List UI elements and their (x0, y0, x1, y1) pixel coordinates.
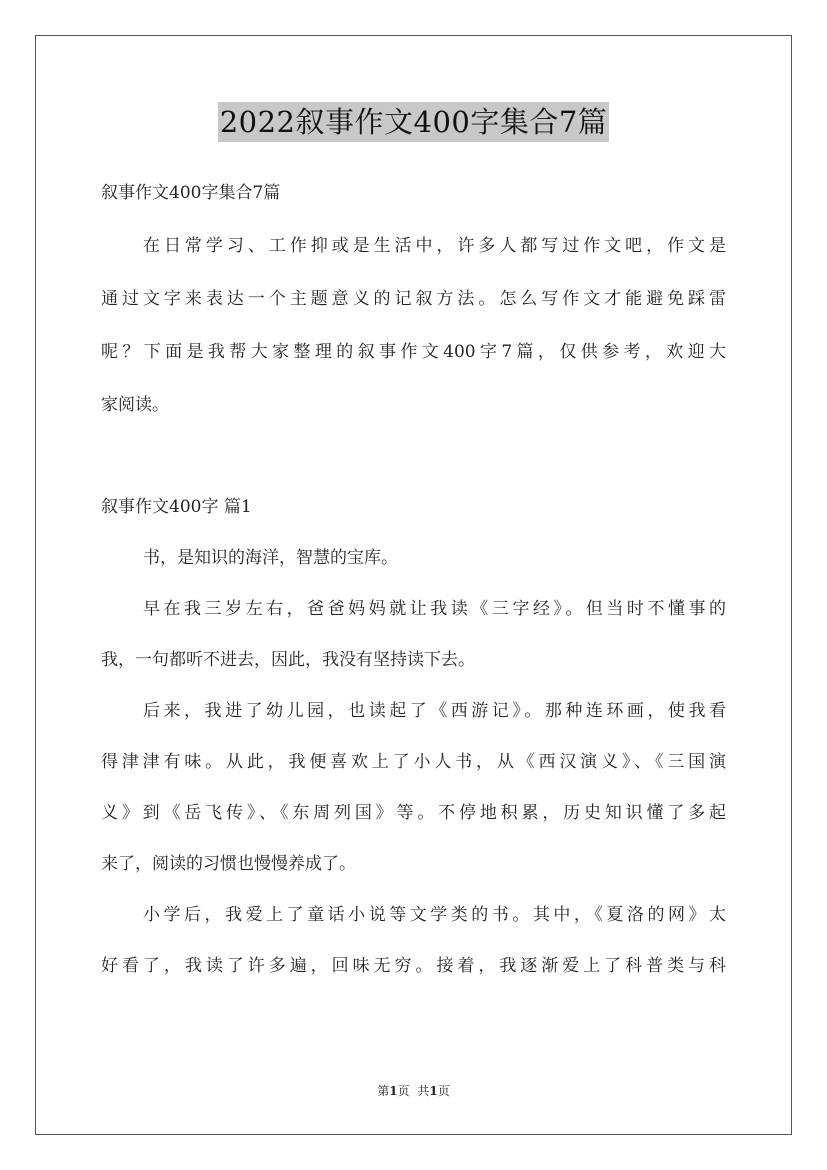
page-total-prefix: 共 (417, 1084, 430, 1098)
paragraph-line: 书，是知识的海洋，智慧的宝库。 (143, 548, 398, 568)
document-subtitle: 叙事作文400字集合7篇 (101, 183, 281, 203)
paragraph-line: 来了，阅读的习惯也慢慢养成了。 (101, 854, 356, 874)
title-container (0, 102, 827, 142)
page-total-suffix: 页 (437, 1084, 450, 1098)
page-number-suffix: 页 (397, 1084, 410, 1098)
paragraph-line: 我，一句都听不进去，因此，我没有坚持读下去。 (101, 650, 475, 670)
paragraph-line: 小学后，我爱上了童话小说等文学类的书。其中，《夏洛的网》太 (143, 905, 726, 925)
section-heading: 叙事作文400字 篇1 (101, 497, 252, 517)
paragraph-line: 义》到《岳飞传》、《东周列国》等。不停地积累，历史知识懂了多起 (101, 803, 726, 823)
paragraph-line: 后来，我进了幼儿园，也读起了《西游记》。那种连环画，使我看 (143, 701, 726, 721)
document-title: 2022叙事作文400字集合7篇 (218, 102, 610, 142)
paragraph-line: 好看了，我读了许多遍，回味无穷。接着，我逐渐爱上了科普类与科 (101, 956, 726, 976)
intro-line: 在日常学习、工作抑或是生活中，许多人都写过作文吧，作文是 (143, 236, 726, 256)
page-total: 1 (429, 1084, 438, 1098)
intro-line: 呢？下面是我帮大家整理的叙事作文400字7篇，仅供参考，欢迎大 (101, 342, 726, 362)
intro-line: 通过文字来表达一个主题意义的记叙方法。怎么写作文才能避免踩雷 (101, 289, 726, 309)
page-footer (0, 1083, 827, 1099)
intro-line: 家阅读。 (101, 395, 169, 415)
page-number: 1 (389, 1084, 398, 1098)
paragraph-line: 早在我三岁左右，爸爸妈妈就让我读《三字经》。但当时不懂事的 (143, 599, 726, 619)
page-number-prefix: 第 (377, 1084, 390, 1098)
paragraph-line: 得津津有味。从此，我便喜欢上了小人书，从《西汉演义》、《三国演 (101, 752, 726, 772)
document-body (101, 173, 726, 986)
